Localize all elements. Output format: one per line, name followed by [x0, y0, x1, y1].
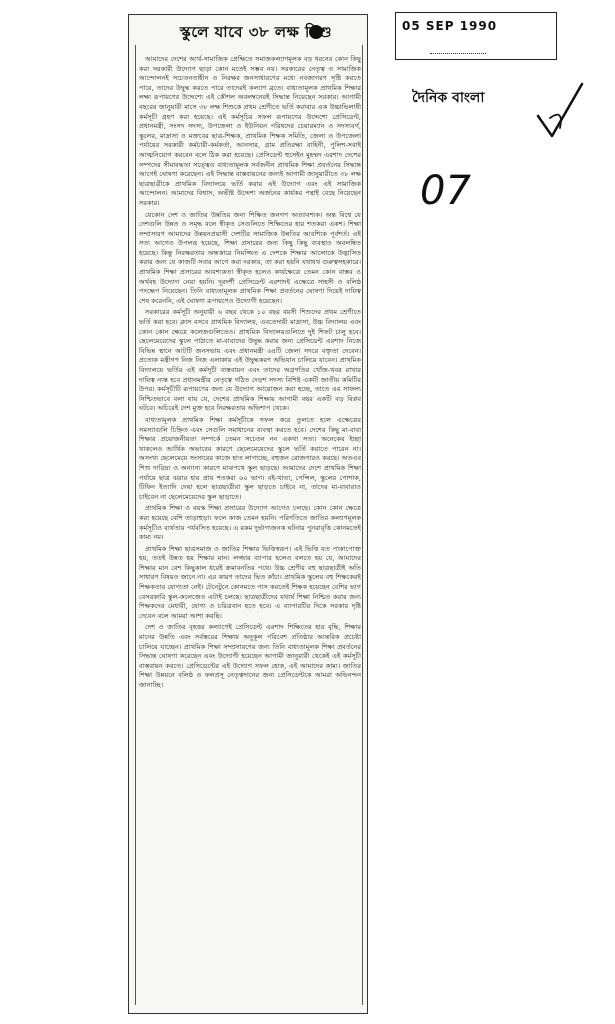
article-paragraph: দেশ ও জাতির বৃহত্তর কল্যাণেই প্রেসিডেন্ট এরশাদ শিক্ষিতের হার বৃদ্ধি, শিক্ষার মানের উন্নতি এবং সর্বস্তরের শিক্ষায় অনুকূল পরিবেশ প্রতিষ্ঠার আন্তরিক প্রচেষ্টা চালিয়ে যাচ্ছেন। প্রাথমিক শিক্ষা সম্প্রসারণের জন্য তিনি বাধ্যতামূলক শিক্ষা প্রবর্তনের সিদ্ধান্ত ঘোষণা করেছেন এবং উদ্যোগী হয়েছেন আগামী জানুয়ারী থেকেই এই কর্মসূচী বাস্তবায়ন করতে। প্রেসিডেন্টের এই উদ্যোগ সফল হোক, এই আমাদের কাম্য। জাতির শিক্ষা উন্নয়নে বলিষ্ঠ ও ফলপ্রসূ নেতৃত্বদানের জন্য প্রেসিডেন্টকে আমরা অভিনন্দন জানাচ্ছি।	[139, 623, 361, 689]
article-paragraph: যেকোন দেশ ও জাতির উন্নতির জন্য শিক্ষিত জনগণ অত্যাবশ্যক। অন্ত বিশ্বে যে দেশগুলি উন্নত ও সমৃদ্ধ বলে স্বীকৃত সেগুলিতে শিক্ষিতের হার শতকরা একশ। শিক্ষা সম্প্রসারণ আমাদের উন্নয়নপ্রয়াসী দেশটির সামাজিক উন্নতির আবশ্যিক পূর্বশর্ত। এই সত্য আগেও উপলব্ধ হয়েছে, শিক্ষা প্রসারের জন্য কিছু কিছু ব্যবস্থাও অবলম্বিত হয়েছে। কিন্তু নিরক্ষরতার অন্ধকারে নিমজ্জিত এ দেশকে শিক্ষার আলোকে উদ্ভাসিত করার জন্য যে কাজটি সবার আগে করা দরকার, তা করা হয়নি যথাযথ গুরুত্বসহকারে। প্রাথমিক শিক্ষা প্রসারের আবশ্যকতা স্বীকৃত হলেও কার্যক্ষেত্রে তেমন কোন বাস্তব ও অর্থবহ উদ্যোগ নেয়া হয়নি। দূরদর্শী প্রেসিডেন্ট এরশাদই এক্ষেত্রে সাহসী ও বলিষ্ঠ পদক্ষেপ নিয়েছেন। তিনি বাধ্যতামূলক প্রাথমিক শিক্ষা প্রবর্তনের ঘোষণা দিয়েই দায়িত্ব শেষ করেননি, এই ঘোষণা রূপায়ণেও উদ্যোগী হয়েছেন।	[139, 210, 361, 305]
article-paragraph: বাধ্যতামূলক প্রাথমিক শিক্ষা কর্মসূচীকে সফল করে তুলতে হলে এক্ষেত্রের সমস্যাগুলি চিহ্নিত এবং সেগুলি সমাধানের ব্যবস্থা করতে হবে। দেশের কিছু মা-বাবা শিক্ষার প্রয়োজনীয়তা সম্পর্কে তেমন সচেতন নন একথা সত্য। অনেকের ইচ্ছা থাকলেও আর্থিক অভাবের কারণে ছেলেমেয়েদের স্কুলে ভর্তি করাতে পারেন না। অসংখ্য ছেলেমেয়ে সংসারের কাজে হাত লাগাচ্ছে, বহুজন রোজগারও করছে। অতএব শিশু দারিদ্র্য ও অন্যান্য কারণে মাঝপথে স্কুল ছাড়ছে। আমাদের দেশে প্রাথমিক শিক্ষা পর্যায়ে ছাত্র ঝরার হার প্রায় শতকরা ৬০ ভাগ। বই-খাতা, পেন্সিল, স্কুলের পোশাক, টিফিন ইত্যাদি দেয়া হলে ছাত্রছাত্রীরা স্কুল ছাড়তে চাইবে না, তাদের মা-বাবারাও চাইবেন না ছেলেমেয়েদের স্কুল ছাড়াতে।	[139, 415, 361, 501]
checkmark-icon	[530, 78, 590, 148]
date-stamp	[395, 12, 557, 60]
article-headline: স্কুলে যাবে ৩৮ লক্ষ শিশু	[179, 23, 333, 41]
stamp-divider	[430, 53, 486, 54]
article-paragraph: প্রাথমিক শিক্ষা ছাত্রসমাজ ও জাতির শিক্ষার ভিত্তিস্বরূপ। এই ভিত্তি যত পাকাপোক্ত হয়, ততই উন্নত হয় শিক্ষার মান। লজ্জার ব্যাপার হলেও বলতে হয় যে, আমাদের শিক্ষার মান বেশ কিছুকাল ধরেই ক্রমাবনতির পথে। উচ্চ শ্রেণীর বহু ছাত্রছাত্রীই অতি সাধারণ বিষয়ও জানে না। এর কারণ তাদের ভিত কাঁচা। প্রাথমিক স্কুলের বহু শিক্ষকেরই শিক্ষকতার যোগ্যতা নেই। টেনেটুনে কোনমতে পাস করতেই শিক্ষক হয়েছেন বেশির ভাগ বেসরকারি স্কুল-কলেজেও এটাই চলছে। ছাত্রছাত্রীদের যথার্থ শিক্ষা নিশ্চিত করার জন্য শিক্ষকদের মেধাবী, যোগ্য ও চরিত্রবান হতে হবে। এ ব্যাপারটির দিকে সরকার দৃষ্টি দেবেন বলে আমরা আশা করছি।	[139, 544, 361, 620]
article-paragraph: প্রাথমিক শিক্ষা ও বয়স্ক শিক্ষা প্রসারের উদ্যোগ আগেও চলছে। কোন কোন ক্ষেত্রে করা হয়েছে বেশি তাড়াহুড়া। ফলে কাজ তেমন হয়নি। পরিণতিতে জাতির কল্যাণমূলক কর্মসূচীও ব্যর্থতায় পর্যবসিত হয়েছে। এ রকম দুর্ভাগ্যজনক ঘটনার পুনরাবৃত্তি কোনমতেই কাম্য নয়।	[139, 504, 361, 542]
stamp-date: 05 SEP 1990	[402, 19, 498, 33]
newspaper-name: দৈনিক বাংলা	[412, 90, 485, 106]
article-body	[139, 55, 361, 1003]
article-paragraph: সরকারের কর্মসূচী অনুযায়ী ৬ বছর থেকে ১০ বছর বয়সী শিশুদের প্রথম শ্রেণীতে ভর্তি করা হবে। ক্লাস বসবে প্রাথমিক বিদ্যালয়, এবতেদায়ী মাদ্রাসা, উচ্চ বিদ্যালয় এবং কোন কোন ক্ষেত্রে কলেজগুলিতেও। প্রাথমিক বিদ্যালয়গুলিতে দুই শিফট চালু হবে। ছেলেমেয়েদের স্কুলে পাঠাতে মা-বাবাদের উদ্বুদ্ধ করার জন্য প্রেসিডেন্ট এরশাদ নিজে বিভিন্ন স্থানে আটটি জনসভায় এবং প্রধানমন্ত্রী ৬৪টি জেলা সদরে বক্তৃতা দেবেন। প্রত্যেক মন্ত্রীগণ নিজ নিজ এলাকায় এই উদ্বুদ্ধকরণ অভিযান চালিয়ে যাবেন। প্রাথমিক বিদ্যালয়ে ভর্তির এই কর্মসূচী বাস্তবায়ন এবং তাদের অগ্রগতির খোঁজ-খবর রাখার দায়িত্ব ন্যস্ত হবে প্রধানমন্ত্রীর নেতৃত্বে গঠিত দেড়শ সদস্য বিশিষ্ট একটি জাতীয় কমিটির উপর। কর্মসূচীটি রূপায়ণের জন্য যে উদ্যোগ আয়োজন করা হচ্ছে, তাতে এর সাফল্য নিশ্চিতভাবে বলা যায় যে, দেশের প্রাথমিক শিক্ষায় আগামী বছর একটি বড় বিপ্লব ঘটবে। অচিরেই দেশ মুক্ত হবে নিরক্ষরতার অভিশাপ থেকে।	[139, 308, 361, 413]
page-number: 07	[420, 168, 471, 214]
newspaper-clipping	[128, 14, 368, 1014]
article-paragraph: আমাদের দেশের আর্থ-সামাজিক প্রেক্ষিতে সমাজকল্যাণমূলক বড় ধরনের কোন কিছু করা সরকারী উদ্যোগ ছাড়া কোন মতেই সম্ভব নয়। সরকারের নেতৃত্ব ও সামাজিক আন্দোলনই সচেতনতাহীন ও নিরক্ষর জনসাধারণের মধ্যে নবজাগরণ সৃষ্টি করতে পারে, তাদের উদ্বুদ্ধ করতে পারে তাদেরই কল্যাণ ব্রতে। বাধ্যতামূলক প্রাথমিক শিক্ষার লক্ষ্য রূপায়ণের উদ্দেশ্যে এই কৌশল অবলম্বনেরই সিদ্ধান্ত নিয়েছেন সরকার। আগামী বছরের জানুয়ারী মাসে ৩৮ লক্ষ শিশুকে প্রথম শ্রেণীতে ভর্তি করাবার এক উচ্চাভিলাষী কর্মসূচী গ্রহণ করা হয়েছে। এই কর্মসূচির সফল রূপায়ণের উদ্দেশ্যে প্রেসিডেন্ট, প্রধানমন্ত্রী, সংসদ সদস্য, উপজেলা ও ইউনিয়ন পরিষদের চেয়ারম্যান ও সদস্যবর্গ, স্কুলের, মাদ্রাসা ও মক্তবের ছাত্র-শিক্ষক, প্রাথমিক শিক্ষক সমিতি, জেলা ও উপজেলা পর্যায়ের সরকারী কর্মচারী-কর্মকর্তা, আনসার, গ্রাম প্রতিরক্ষা বাহিনী, পুলিশ-সবাই আত্মনিয়োগ করবেন বলে ঠিক করা হয়েছে। প্রেসিডেন্ট হুসেইন মুহম্মদ এরশাদ দেশের সম্পদের সীমাবদ্ধতা সত্ত্বেও বাধ্যতামূলক সর্বজনীন প্রাথমিক শিক্ষা প্রবর্তনের সিদ্ধান্ত আগেই ঘোষণা করেছেন। এই সিদ্ধান্ত বাস্তবায়নের জন্যই আগামী জানুয়ারীতে ৩৮ লক্ষ ছাত্রছাত্রীকে প্রাথমিক বিদ্যালয়ে ভর্তি করার এই উদ্যোগ এবং এই সামাজিক আন্দোলন। আমাদের বিশ্বাস, অভীষ্ট উদ্দেশ্য অর্জনের কার্যকর পন্থাই বেছে নিয়েছেন সরকার।	[139, 55, 361, 207]
